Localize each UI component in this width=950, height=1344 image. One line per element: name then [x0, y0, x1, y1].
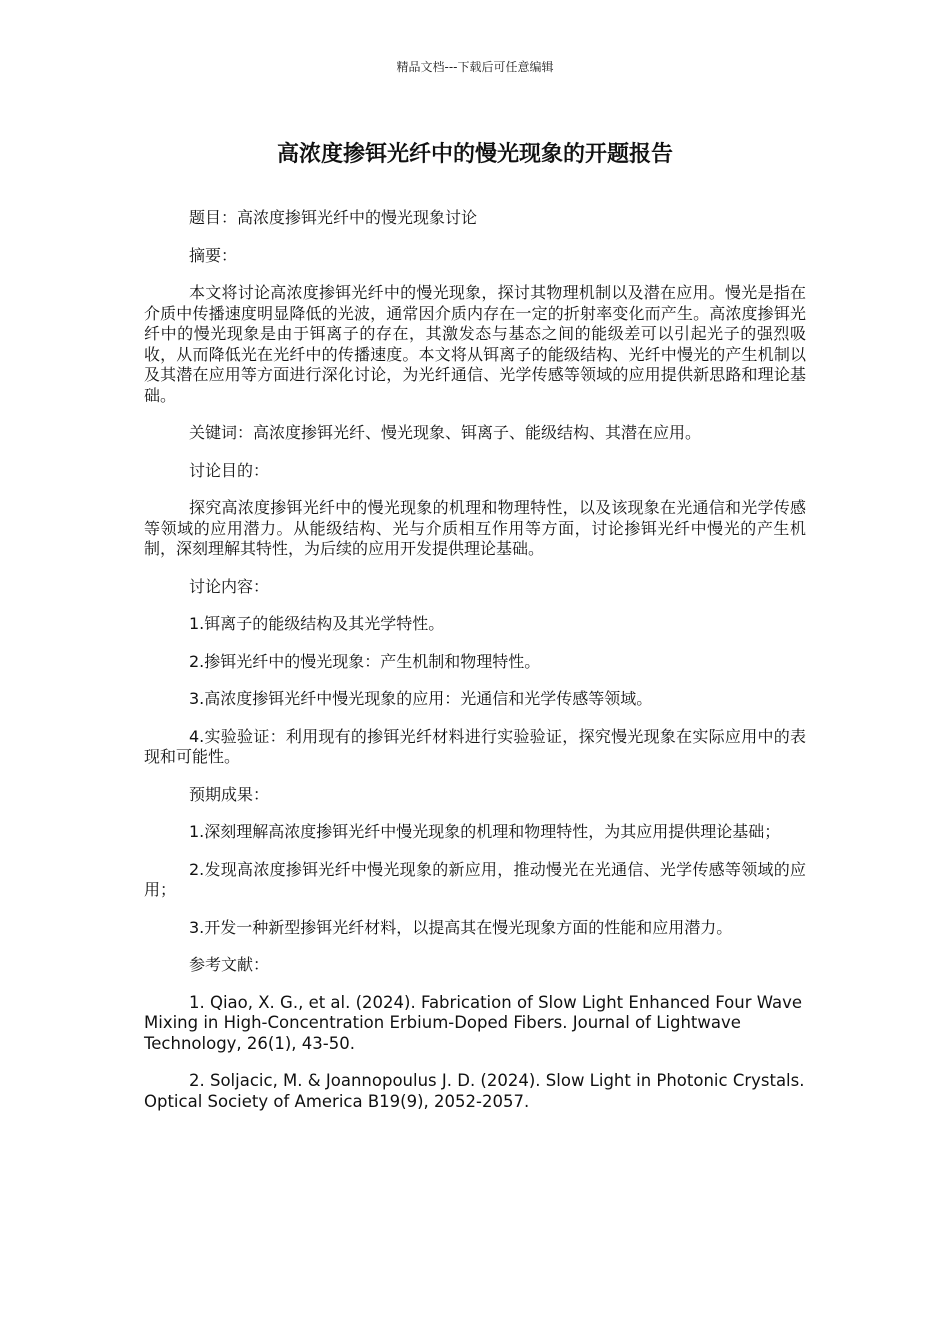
document-body	[144, 208, 806, 1129]
outcome-item: 3.开发一种新型掺铒光纤材料，以提高其在慢光现象方面的性能和应用潜力。	[189, 917, 733, 937]
purpose-paragraph: 探究高浓度掺铒光纤中的慢光现象的机理和物理特性，以及该现象在光通信和光学传感等领域的应用潜力。从能级结构、光与介质相互作用等方面，讨论掺铒光纤中慢光的产生机制，深刻理解其特性，为后续的应用开发提供理论基础。	[144, 498, 806, 558]
content-item: 3.高浓度掺铒光纤中慢光现象的应用：光通信和光学传感等领域。	[189, 689, 653, 708]
header-note: 精品文档---下载后可任意编辑	[396, 60, 554, 74]
content-item: 4.实验验证：利用现有的掺铒光纤材料进行实验验证，探究慢光现象在实际应用中的表现和可能性。	[144, 726, 806, 766]
keywords-line: 关键词：高浓度掺铒光纤、慢光现象、铒离子、能级结构、其潜在应用。	[189, 423, 702, 442]
purpose-heading: 讨论目的：	[189, 460, 270, 480]
reference-item: 1. Qiao, X. G., et al. (2024). Fabrication of Slow Light Enhanced Four Wave Mixing in High-Concentration Erbium-Doped Fibers. Journal of Lightwave Technology, 26(1), 43-50.	[144, 992, 803, 1053]
outcome-item: 2.发现高浓度掺铒光纤中慢光现象的新应用，推动慢光在光通信、光学传感等领域的应用；	[144, 859, 806, 899]
references-heading: 参考文献：	[189, 955, 270, 974]
content-item: 1.铒离子的能级结构及其光学特性。	[189, 614, 445, 633]
abstract-paragraph: 本文将讨论高浓度掺铒光纤中的慢光现象，探讨其物理机制以及潜在应用。慢光是指在介质中传播速度明显降低的光波，通常因介质内存在一定的折射率变化而产生。高浓度掺铒光纤中的慢光现象是由于铒离子的存在，其激发态与基态之间的能级差可以引起光子的强烈吸收，从而降低光在光纤中的传播速度。本文将从铒离子的能级结构、光纤中慢光的产生机制以及其潜在应用等方面进行深化讨论，为光纤通信、光学传感等领域的应用提供新思路和理论基础。	[144, 283, 806, 405]
topic-line: 题目：高浓度掺铒光纤中的慢光现象讨论	[189, 208, 478, 227]
content-item: 2.掺铒光纤中的慢光现象：产生机制和物理特性。	[189, 651, 541, 671]
abstract-heading: 摘要：	[189, 245, 238, 265]
reference-item: 2. Soljacic, M. & Joannopoulus J. D. (2024). Slow Light in Photonic Crystals. Optical Society of America B19(9), 2052-2057.	[144, 1071, 805, 1111]
outcomes-heading: 预期成果：	[189, 784, 270, 804]
content-heading: 讨论内容：	[189, 576, 270, 596]
outcome-item: 1.深刻理解高浓度掺铒光纤中慢光现象的机理和物理特性，为其应用提供理论基础；	[189, 822, 781, 841]
document-title: 高浓度掺铒光纤中的慢光现象的开题报告	[276, 142, 673, 167]
